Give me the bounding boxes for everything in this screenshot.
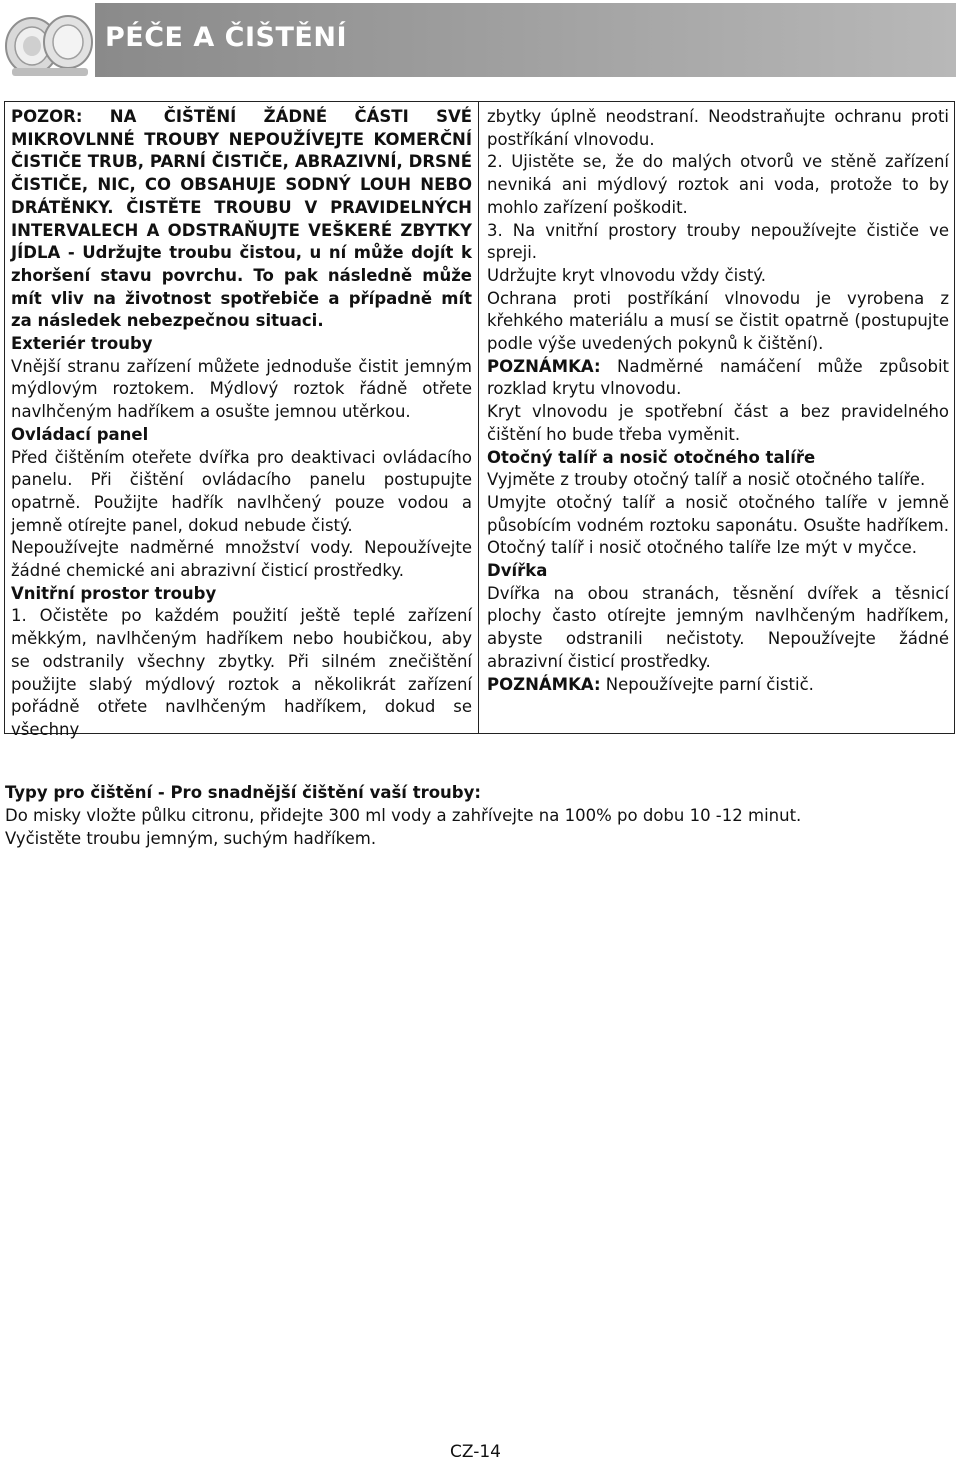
tips-line-1: Do misky vložte půlku citronu, přidejte 300 ml vody a zahřívejte na 100% po dobu 10 -12 minut.: [5, 806, 802, 825]
waveguide-text: Udržujte kryt vlnovodu vždy čistý.: [487, 265, 766, 285]
page-number: CZ-14: [450, 1442, 501, 1462]
interior-heading: Vnitřní prostor trouby: [11, 583, 217, 603]
warning-text: POZOR: NA ČIŠTĚNÍ ŽÁDNÉ ČÁSTI SVÉ MIKROVLNNÉ TROUBY NEPOUŽÍVEJTE KOMERČNÍ ČISTIČE TRUB, PARNÍ ČISTIČE, ABRAZIVNÍ, DRSNÉ ČISTIČE, NIC, CO OBSAHUJE SODNÝ LOUH NEBO DRÁTĚNKY. ČISTĚTE TROUBU V PRAVIDELNÝCH INTERVALECH A ODSTRAŇUJTE VEŠKERÉ ZBYTKY JÍDLA - Udržujte troubu čistou, u ní může dojít k zhoršení stavu povrchu. To pak následně může mít vliv na životnost spotřebiče a případně mít za následek nebezpečnou situaci.: [11, 107, 472, 331]
waveguide-text-3: Kryt vlnovodu je spotřební část a bez pravidelného čištění ho bude třeba vyměnit.: [487, 402, 949, 444]
interior-item-3: 3. Na vnitřní prostory trouby nepoužívejte čističe ve spreji.: [487, 220, 949, 263]
control-panel-text-2: Nepoužívejte nadměrné množství vody. Nepoužívejte žádné chemické ani abrazivní čisticí prostředky.: [11, 538, 472, 581]
control-panel-text: Před čištěním oteřete dvířka pro deaktivaci ovládacího panelu. Při čištění ovládacího panelu postupujte opatrně. Použijte hadřík navlhčený pouze vodou a jemně otírejte panel, dokud nebude čistý.: [11, 447, 472, 535]
microwave-plates-icon: [2, 2, 98, 82]
note-2-label: POZNÁMKA:: [487, 674, 601, 694]
door-text: Dvířka na obou stranách, těsnění dvířek a těsnicí plochy často otírejte jemným navlhčeným hadříkem, abyste odstranili nečistoty. Nepoužívejte žádné abrazivní čisticí prostředky.: [487, 583, 949, 671]
cleaning-tips: [5, 781, 905, 850]
turntable-text-2: Umyjte otočný talíř a nosič otočného talíře v jemně působícím vodném roztoku saponátu. Osušte hadříkem. Otočný talíř i nosič otočného talíře lze mýt v myčce.: [487, 492, 949, 558]
left-column: [11, 106, 472, 742]
waveguide-text-2: Ochrana proti postříkání vlnovodu je vyrobena z křehkého materiálu a musí se čistit opatrně (postupujte podle výše uvedených pokynů k čištění).: [487, 288, 949, 354]
column-divider: [478, 101, 479, 734]
page-header: [0, 0, 960, 82]
interior-item-2: 2. Ujistěte se, že do malých otvorů ve stěně zařízení nevniká ani mýdlový roztok ani voda, protože to by mohlo zařízení poškodit.: [487, 152, 949, 217]
door-heading: Dvířka: [487, 561, 548, 581]
note-1: [487, 356, 949, 401]
exterior-text: Vnější stranu zařízení můžete jednoduše čistit jemným mýdlovým roztokem. Mýdlový roztok řádně otřete navlhčeným hadříkem a osušte jemnou utěrkou.: [11, 356, 472, 422]
turntable-text: Vyjměte z trouby otočný talíř a nosič otočného talíře.: [487, 470, 926, 490]
tips-line-2: Vyčistěte troubu jemným, suchým hadříkem.: [5, 829, 377, 848]
tips-heading: Typy pro čištění - Pro snadnější čištění vaší trouby:: [5, 783, 481, 802]
page-title: PÉČE A ČIŠTĚNÍ: [105, 22, 347, 53]
turntable-heading: Otočný talíř a nosič otočného talíře: [487, 447, 816, 467]
note-1-text: Nadměrné namáčení může způsobit rozklad krytu vlnovodu.: [487, 356, 949, 399]
interior-text: 1. Očistěte po každém použití ještě teplé zařízení měkkým, navlhčeným hadříkem nebo houbičkou, aby se odstranily všechny zbytky. Při silném znečištění použijte slabý mýdlový roztok a několikrát zařízení pořádně otřete navlhčeným hadříkem, dokud se všechny: [11, 606, 472, 739]
exterior-heading: Exteriér trouby: [11, 334, 153, 354]
right-column: [487, 106, 949, 696]
interior-continued-text: zbytky úplně neodstraní. Neodstraňujte ochranu proti postříkání vlnovodu.: [487, 107, 949, 149]
control-panel-heading: Ovládací panel: [11, 424, 149, 444]
note-1-label: POZNÁMKA:: [487, 356, 601, 376]
note-2: [487, 674, 949, 697]
note-2-text: Nepoužívejte parní čistič.: [600, 674, 814, 694]
